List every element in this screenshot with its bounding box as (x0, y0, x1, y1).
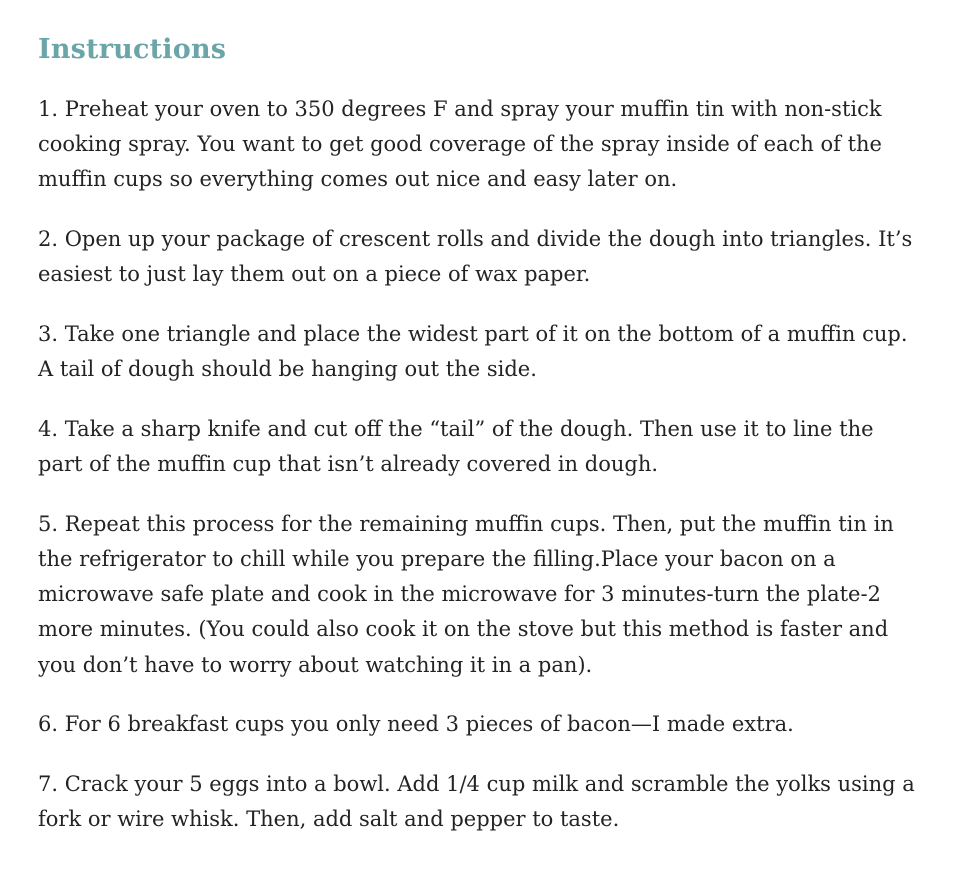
instruction-step-3: 3. Take one triangle and place the widest part of it on the bottom of a muffin cup. A tail of dough should be hanging out the side. (38, 322, 908, 382)
instruction-step-1: 1. Preheat your oven to 350 degrees F and spray your muffin tin with non-stick cooking spray. You want to get good coverage of the spray inside of each of the muffin cups so everything comes out nice and easy later on. (38, 97, 882, 192)
instruction-step-6: 6. For 6 breakfast cups you only need 3 pieces of bacon—I made extra. (38, 712, 794, 737)
instruction-step-4: 4. Take a sharp knife and cut off the “tail” of the dough. Then use it to line the part of the muffin cup that isn’t already covered in dough. (38, 416, 874, 477)
instructions-section (38, 30, 922, 837)
instructions-heading: Instructions (38, 34, 227, 65)
instructions-list (38, 92, 922, 837)
instruction-step-5: 5. Repeat this process for the remaining muffin cups. Then, put the muffin tin in the refrigerator to chill while you prepare the filling.Place your bacon on a microwave safe plate and cook in the microwave for 3 minutes-turn the plate-2 more minutes. (You could also cook it on the stove but this method is faster and you don’t have to worry about watching it in a pan). (38, 511, 894, 677)
instruction-step-2: 2. Open up your package of crescent rolls and divide the dough into triangles. It’s easiest to just lay them out on a piece of wax paper. (38, 227, 913, 287)
instruction-step-7: 7. Crack your 5 eggs into a bowl. Add 1/4 cup milk and scramble the yolks using a fork or wire whisk. Then, add salt and pepper to taste. (38, 772, 915, 832)
